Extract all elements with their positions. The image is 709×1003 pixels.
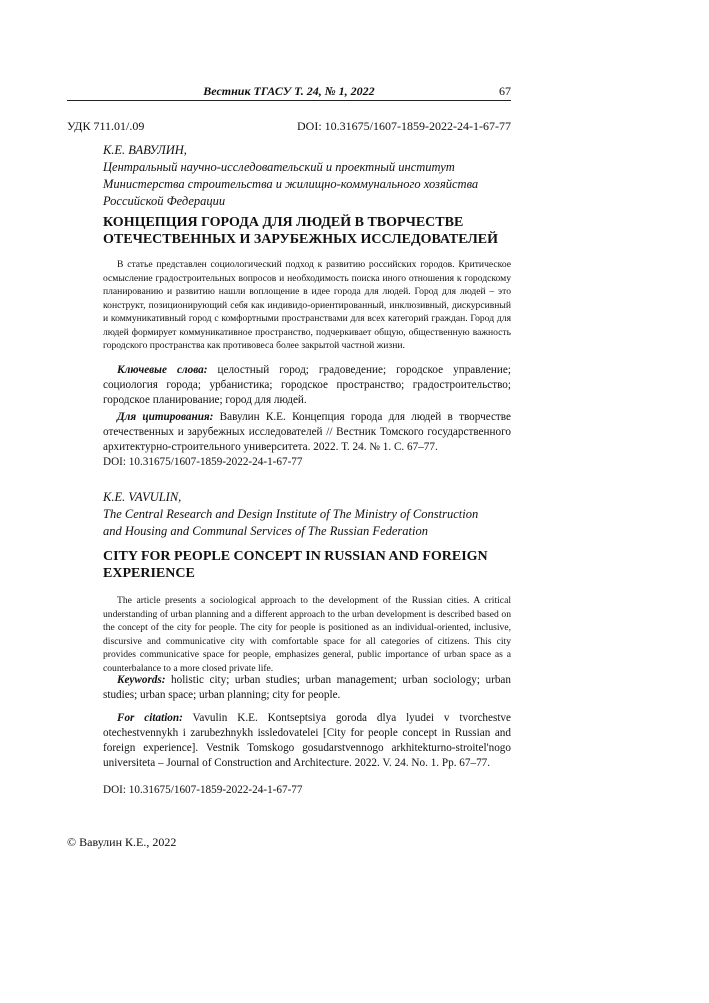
- en-abstract: The article presents a sociological approach to the development of the Russian cities. A critical understanding of urban planning and a different approach to the urban development is described based on the concept of the city for people. The city for people is positioned as an individual-oriented, inclusive, discursive and communicative city with comfortable space for all categories of citizens. This city provides communicative space for people, emphasizes general, public importance of urban space as a counterbalance to a more closed private life.: [103, 595, 511, 674]
- ru-abstract-block: [103, 258, 511, 353]
- en-keywords-block: [103, 673, 511, 703]
- en-affiliation-line: The Central Research and Design Institute of The Ministry of Construction: [103, 507, 479, 521]
- ru-author-name: К.Е. ВАВУЛИН,: [103, 143, 187, 157]
- ru-title-line: ОТЕЧЕСТВЕННЫХ И ЗАРУБЕЖНЫХ ИССЛЕДОВАТЕЛЕЙ: [103, 232, 499, 247]
- en-article-title: [103, 548, 511, 582]
- en-keywords: [103, 673, 511, 703]
- en-title-line: CITY FOR PEOPLE CONCEPT IN RUSSIAN AND FOREIGN: [103, 549, 488, 564]
- en-keywords-label: Keywords:: [117, 674, 166, 686]
- en-affiliation-line: and Housing and Communal Services of The Russian Federation: [103, 524, 428, 538]
- en-author-name: K.E. VAVULIN,: [103, 490, 182, 504]
- ru-keywords-label: Ключевые слова:: [117, 364, 208, 376]
- udk-code: УДК 711.01/.09: [67, 119, 145, 133]
- en-abstract-block: [103, 594, 511, 675]
- page-number: 67: [499, 84, 511, 98]
- journal-title: Вестник ТГАСУ Т. 24, № 1, 2022: [203, 84, 375, 98]
- en-citation-label: For citation:: [117, 712, 183, 724]
- ru-abstract: В статье представлен социологический подход к развитию российских городов. Критическое осмысление градостроительных вопросов и необходимость поиска иного отношения к городскому планированию и развитию нашли воплощение в идее города для людей. Город для людей – это конструкт, позиционирующий себя как индивидо-ориентированный, инклюзивный, дискурсивный и коммуникативный город с комфортными пространствами для всех категорий граждан. Город для людей формирует коммуникативное пространство, подчеркивает общую, общественную важность городского пространства как противовеса более закрытой частной жизни.: [103, 259, 511, 351]
- copyright-notice: © Вавулин К.Е., 2022: [67, 835, 177, 849]
- ru-affiliation-line: Российской Федерации: [103, 194, 226, 208]
- doi-header: DOI: 10.31675/1607-1859-2022-24-1-67-77: [297, 119, 511, 133]
- en-citation-block: [103, 711, 511, 798]
- en-author-block: [103, 489, 511, 540]
- ru-affiliation-line: Центральный научно-исследовательский и проектный институт: [103, 160, 455, 174]
- ru-author-block: [103, 142, 511, 210]
- ru-doi: DOI: 10.31675/1607-1859-2022-24-1-67-77: [103, 456, 303, 468]
- ru-title-line: КОНЦЕПЦИЯ ГОРОДА ДЛЯ ЛЮДЕЙ В ТВОРЧЕСТВЕ: [103, 215, 464, 230]
- ru-affiliation-line: Министерства строительства и жилищно-коммунального хозяйства: [103, 177, 479, 191]
- en-keywords-text: holistic city; urban studies; urban management; urban sociology; urban studies; urban space; urban planning; city for people.: [103, 674, 511, 701]
- ru-keywords-text: целостный город; градоведение; городское управление; социология города; урбанистика; городское пространство; градостроительство; городское планирование; город для людей.: [103, 364, 511, 406]
- en-title-line: EXPERIENCE: [103, 566, 195, 581]
- ru-citation-block: [103, 410, 511, 470]
- ru-citation-label: Для цитирования:: [117, 411, 214, 423]
- en-doi: DOI: 10.31675/1607-1859-2022-24-1-67-77: [103, 784, 303, 796]
- ru-keywords: [103, 363, 511, 408]
- en-citation-text: Vavulin K.E. Kontseptsiya goroda dlya lyudei v tvorchestve otechestvennykh i zarubezhnykh issledovatelei [City for people concept in Russian and foreign experience]. Vestnik Tomskogo gosudarstvennogo arkhitekturno-stroitel'nogo universiteta – Journal of Construction and Architecture. 2022. V. 24. No. 1. Pp. 67–77.: [103, 712, 511, 769]
- ru-citation: [103, 410, 511, 455]
- ru-citation-text: Вавулин К.Е. Концепция города для людей в творчестве отечественных и зарубежных исследователей // Вестник Томского государственного архитектурно-строительного университета. 2022. Т. 24. № 1. С. 67–77.: [103, 411, 511, 453]
- ru-keywords-block: [103, 363, 511, 408]
- ru-article-title: [103, 214, 511, 248]
- running-header: [67, 84, 511, 101]
- en-citation: [103, 711, 511, 771]
